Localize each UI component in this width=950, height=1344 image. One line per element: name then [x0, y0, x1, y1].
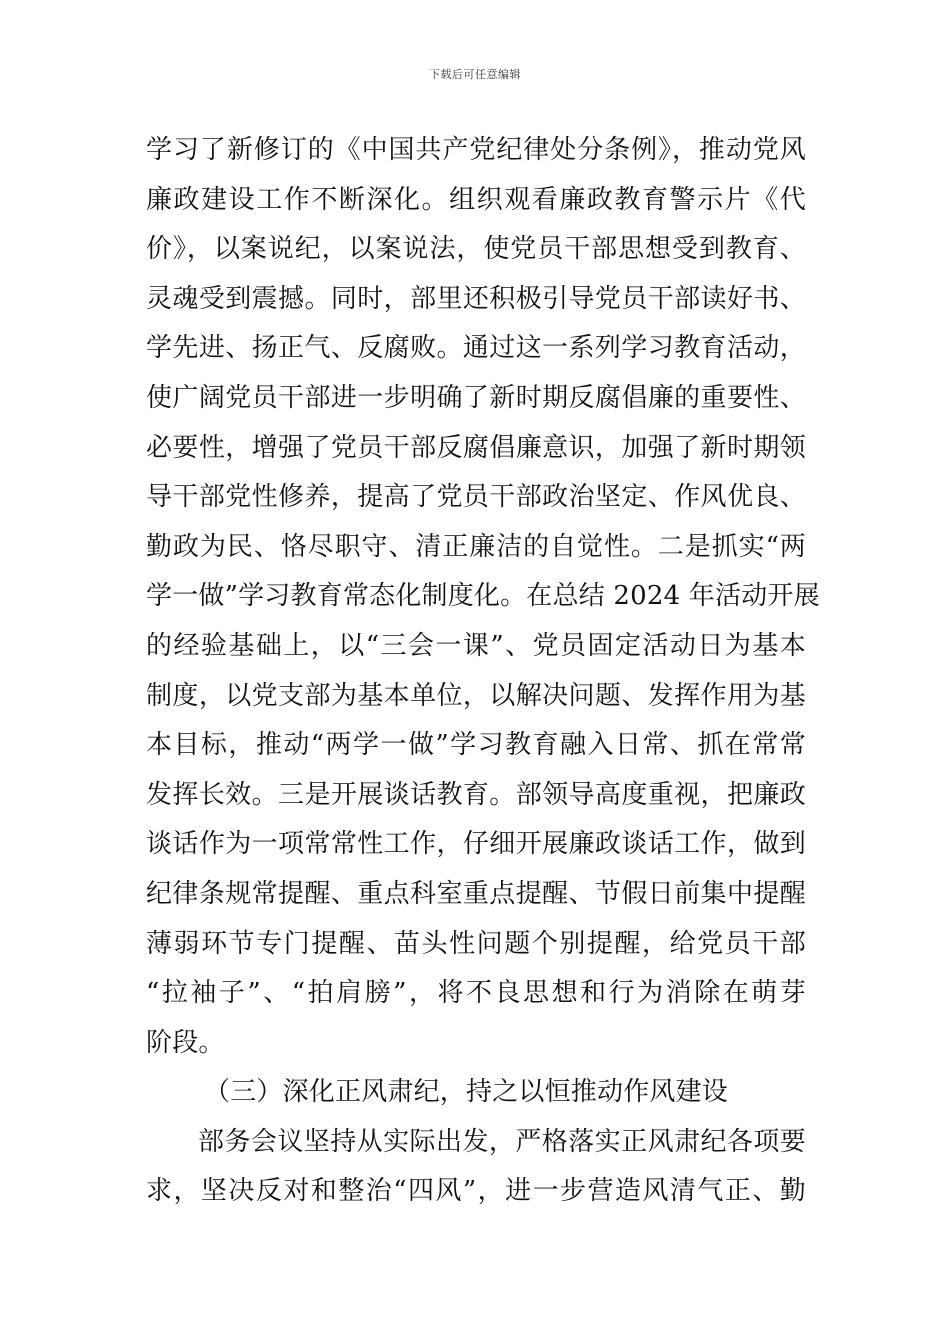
text-line: 发挥长效。三是开展谈话教育。部领导高度重视，把廉政: [146, 779, 806, 810]
text-line: 灵魂受到震撼。同时，部里还积极引导党员干部读好书、: [146, 283, 806, 314]
text-line: 的经验基础上，以“三会一课”、党员固定活动日为基本: [146, 630, 806, 661]
text-line: 部务会议坚持从实际出发，严格落实正风肃纪各项要: [198, 1126, 806, 1157]
text-line: 制度，以党支部为基本单位，以解决问题、发挥作用为基: [146, 680, 806, 711]
text-line: 勤政为民、恪尽职守、清正廉洁的自觉性。二是抓实“两: [146, 531, 806, 562]
section-heading: （三）深化正风肃纪，持之以恒推动作风建设: [204, 1077, 729, 1108]
page-header-note: 下载后可任意编辑: [429, 68, 521, 81]
text-line: 导干部党性修养，提高了党员干部政治坚定、作风优良、: [146, 482, 806, 513]
text-line: 学先进、扬正气、反腐败。通过这一系列学习教育活动，: [146, 333, 806, 364]
text-line: 本目标，推动“两学一做”学习教育融入日常、抓在常常: [146, 730, 806, 761]
text-line: 廉政建设工作不断深化。组织观看廉政教育警示片《代: [146, 184, 806, 215]
text-line: 使广阔党员干部进一步明确了新时期反腐倡廉的重要性、: [146, 382, 806, 413]
document-body: [146, 126, 820, 1217]
text-line: 求，坚决反对和整治“四风”，进一步营造风清气正、勤: [146, 1176, 806, 1207]
text-line: 学习了新修订的《中国共产党纪律处分条例》，推动党风: [146, 135, 806, 165]
text-line: 谈话作为一项常常性工作，仔细开展廉政谈话工作，做到: [146, 829, 806, 860]
text-line: 必要性，增强了党员干部反腐倡廉意识，加强了新时期领: [146, 432, 806, 463]
text-line: 纪律条规常提醒、重点科室重点提醒、节假日前集中提醒: [146, 878, 806, 909]
text-line: 薄弱环节专门提醒、苗头性问题个别提醒，给党员干部: [146, 928, 806, 959]
text-line: “拉袖子”、“拍肩膀”，将不良思想和行为消除在萌芽: [146, 978, 806, 1009]
text-line: 学一做”学习教育常态化制度化。在总结 2024 年活动开展: [146, 581, 820, 612]
text-line: 阶段。: [146, 1027, 225, 1058]
text-line: 价》，以案说纪，以案说法，使党员干部思想受到教育、: [146, 234, 806, 265]
